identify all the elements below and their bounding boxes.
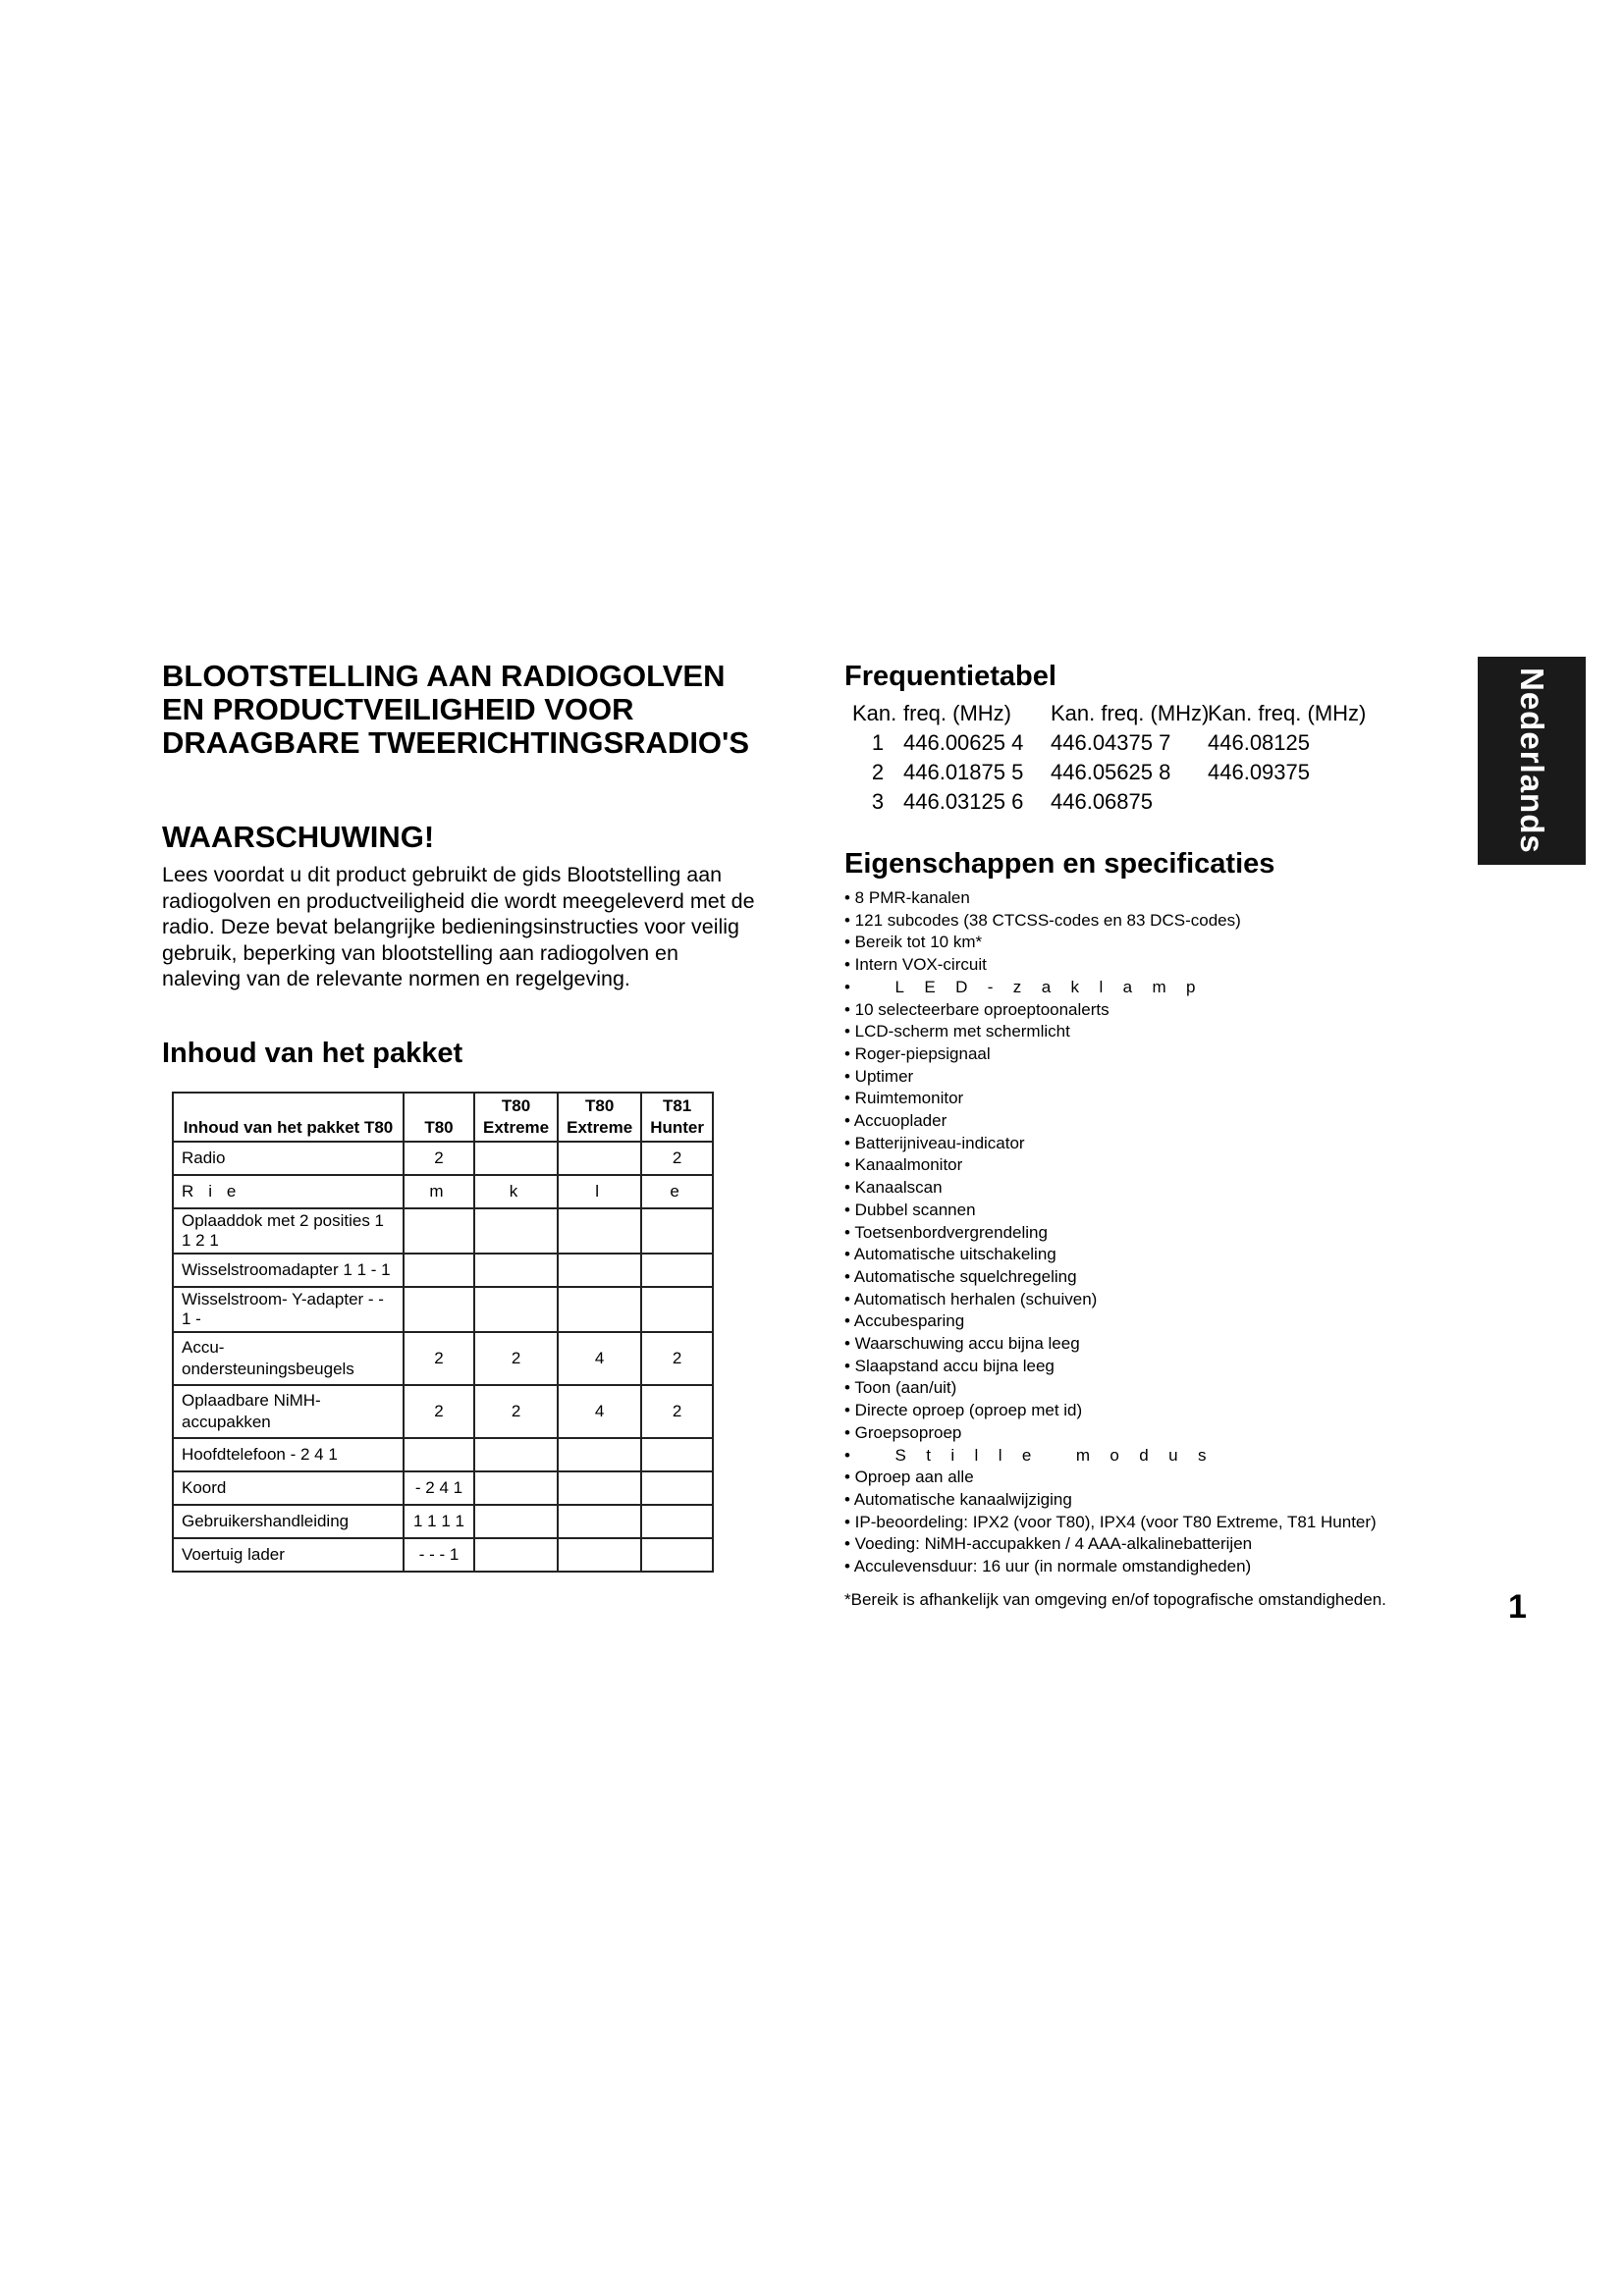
package-row-cell: m	[404, 1175, 474, 1208]
package-table	[172, 1092, 714, 1573]
package-row-cell	[404, 1438, 474, 1471]
frequency-header-row	[852, 699, 1367, 728]
package-row-cell	[474, 1438, 558, 1471]
frequency-cell: 446.09375	[1208, 760, 1310, 784]
package-row-cell	[558, 1208, 641, 1254]
frequency-cell	[1208, 787, 1355, 817]
frequency-table	[852, 699, 1367, 817]
main-heading-line: DRAAGBARE TWEERICHTINGSRADIO'S	[162, 725, 750, 760]
warning-title: WAARSCHUWING!	[162, 820, 435, 854]
spec-item: • Toetsenbordvergrendeling	[844, 1222, 1048, 1242]
package-header-cell: T80	[404, 1093, 474, 1142]
specs-footnote: *Bereik is afhankelijk van omgeving en/of topografische omstandigheden.	[844, 1590, 1386, 1609]
package-row-cell: 2	[474, 1332, 558, 1385]
language-tab	[1478, 657, 1586, 865]
frequency-cell: 2	[871, 760, 885, 784]
package-row-cell	[558, 1471, 641, 1505]
package-row-cell	[641, 1538, 713, 1572]
package-row	[173, 1385, 713, 1438]
package-row-cell: 2	[404, 1385, 474, 1438]
spec-item: • Voeding: NiMH-accupakken / 4 AAA-alkalinebatterijen	[844, 1534, 1253, 1554]
package-row-cell	[474, 1505, 558, 1538]
spec-item: • Bereik tot 10 km*	[844, 933, 983, 952]
spec-item: • Roger-piepsignaal	[844, 1043, 991, 1063]
package-row-cell: k	[474, 1175, 558, 1208]
package-row	[173, 1142, 713, 1175]
frequency-row	[852, 758, 1355, 787]
package-row	[173, 1208, 713, 1254]
spec-item: • Automatische squelchregeling	[844, 1266, 1077, 1286]
package-row-cell: - - - 1	[404, 1538, 474, 1572]
package-row-cell	[474, 1208, 558, 1254]
package-row	[173, 1438, 713, 1471]
spec-item: • 8 PMR-kanalen	[844, 888, 970, 907]
spec-item: • Accuoplader	[844, 1111, 947, 1131]
main-heading-line: BLOOTSTELLING AAN RADIOGOLVEN	[162, 659, 726, 693]
spec-item: • Dubbel scannen	[844, 1200, 976, 1219]
package-row	[173, 1505, 713, 1538]
package-row-cell	[474, 1538, 558, 1572]
package-row-cell: 4	[558, 1332, 641, 1385]
package-row-label: Gebruikershandleiding	[173, 1505, 404, 1538]
spec-item: • Ruimtemonitor	[844, 1089, 964, 1108]
warning-line: radio. Deze bevat belangrijke bedieningsinstructies voor veilig	[162, 915, 739, 938]
spec-item: • Batterijniveau-indicator	[844, 1133, 1025, 1152]
frequency-cell: 1	[871, 730, 885, 755]
package-row	[173, 1538, 713, 1572]
package-row-label: Wisselstroom- Y-adapter - - 1 -	[173, 1287, 404, 1332]
package-row-cell: 2	[404, 1142, 474, 1175]
package-row	[173, 1254, 713, 1287]
package-row-cell	[558, 1505, 641, 1538]
package-row-cell: 1 1 1 1	[404, 1505, 474, 1538]
package-row-cell	[474, 1142, 558, 1175]
frequency-cell: 446.04375 7	[1051, 730, 1171, 755]
frequency-cell: 446.03125 6	[903, 789, 1024, 814]
warning-line: naleving van de relevante normen en regelgeving.	[162, 967, 630, 990]
package-row-cell	[404, 1287, 474, 1332]
frequency-cell: 446.00625 4	[903, 730, 1024, 755]
package-row-cell	[641, 1208, 713, 1254]
frequency-row	[852, 787, 1355, 817]
warning-line: gebruik, beperking van blootstelling aan radiogolven en	[162, 940, 678, 965]
frequency-cell: 446.01875 5	[903, 760, 1024, 784]
frequency-header-cell: Kan. freq. (MHz)	[1208, 701, 1367, 725]
spec-item: • Accubesparing	[844, 1311, 965, 1331]
language-tab-label: Nederlands	[1514, 667, 1550, 854]
package-row-cell	[641, 1505, 713, 1538]
page-number: 1	[1508, 1588, 1527, 1626]
warning-line: Lees voordat u dit product gebruikt de gids Blootstelling aan	[162, 863, 723, 886]
package-row-cell	[558, 1438, 641, 1471]
spec-item: • Groepsoproep	[844, 1422, 962, 1442]
spec-item: • Automatische uitschakeling	[844, 1245, 1056, 1264]
frequency-header-cell: freq. (MHz)	[903, 701, 1011, 725]
frequency-header-cell: Kan. freq. (MHz)	[1051, 701, 1210, 725]
package-row-cell: l	[558, 1175, 641, 1208]
package-row-cell: 2	[474, 1385, 558, 1438]
frequency-title: Frequentietabel	[844, 661, 1056, 692]
spec-item: • 121 subcodes (38 CTCSS-codes en 83 DCS-codes)	[844, 910, 1241, 930]
package-row-label: Voertuig lader	[173, 1538, 404, 1572]
spec-item: • LCD-scherm met schermlicht	[844, 1022, 1070, 1041]
specs-title: Eigenschappen en specificaties	[844, 848, 1275, 880]
warning-line: radiogolven en productveiligheid die wordt meegeleverd met de	[162, 888, 755, 913]
package-row-label: Koord	[173, 1471, 404, 1505]
spec-item: • Acculevensduur: 16 uur (in normale omstandigheden)	[844, 1557, 1252, 1576]
spec-item: • IP-beoordeling: IPX2 (voor T80), IPX4 (voor T80 Extreme, T81 Hunter)	[844, 1512, 1377, 1531]
warning-text	[162, 862, 790, 992]
package-header-row	[173, 1093, 713, 1142]
package-row-cell	[474, 1471, 558, 1505]
package-row-cell: - 2 4 1	[404, 1471, 474, 1505]
spec-item: • Automatisch herhalen (schuiven)	[844, 1289, 1098, 1308]
package-row-cell: 4	[558, 1385, 641, 1438]
frequency-header-cell: Kan.	[852, 701, 897, 725]
package-header-cell: T80 Extreme	[474, 1093, 558, 1142]
package-row-cell	[641, 1438, 713, 1471]
package-row-cell	[558, 1254, 641, 1287]
spec-item: • Toon (aan/uit)	[844, 1378, 957, 1398]
spec-item: • Intern VOX-circuit	[844, 955, 987, 975]
main-heading	[162, 660, 810, 760]
spec-item: • Stille modus	[844, 1445, 1226, 1465]
package-header-cell: T81 Hunter	[641, 1093, 713, 1142]
package-row	[173, 1332, 713, 1385]
package-row-cell	[474, 1287, 558, 1332]
spec-item: • 10 selecteerbare oproeptoonalerts	[844, 999, 1110, 1019]
package-row-cell	[404, 1254, 474, 1287]
package-header-cell: T80 Extreme	[558, 1093, 641, 1142]
package-row-label: R i e	[173, 1175, 404, 1208]
package-row-label: Oplaadbare NiMH- accupakken	[173, 1385, 404, 1438]
package-row-cell	[558, 1142, 641, 1175]
spec-item: • LED-zaklamp	[844, 977, 1216, 996]
package-title: Inhoud van het pakket	[162, 1038, 463, 1069]
spec-item: • Uptimer	[844, 1066, 914, 1086]
package-row-cell	[641, 1471, 713, 1505]
package-row	[173, 1287, 713, 1332]
package-row-cell: e	[641, 1175, 713, 1208]
package-row-label: Radio	[173, 1142, 404, 1175]
package-row-label: Accu- ondersteuningsbeugels	[173, 1332, 404, 1385]
package-row	[173, 1175, 713, 1208]
spec-item: • Oproep aan alle	[844, 1468, 974, 1487]
frequency-cell: 446.05625 8	[1051, 760, 1171, 784]
spec-item: • Automatische kanaalwijziging	[844, 1489, 1072, 1509]
frequency-cell: 446.08125	[1208, 730, 1310, 755]
package-row-cell	[641, 1287, 713, 1332]
package-row-cell: 2	[641, 1142, 713, 1175]
package-row-cell	[404, 1208, 474, 1254]
package-row-cell: 2	[641, 1332, 713, 1385]
frequency-cell: 446.06875	[1051, 789, 1153, 814]
package-row-cell	[558, 1538, 641, 1572]
spec-item: • Kanaalscan	[844, 1178, 943, 1198]
spec-item: • Directe oproep (oproep met id)	[844, 1401, 1083, 1420]
package-row-cell: 2	[641, 1385, 713, 1438]
package-row-cell	[474, 1254, 558, 1287]
package-row-cell	[558, 1287, 641, 1332]
spec-item: • Slaapstand accu bijna leeg	[844, 1356, 1055, 1375]
package-row-label: Oplaaddok met 2 posities 1 1 2 1	[173, 1208, 404, 1254]
frequency-cell: 3	[871, 789, 885, 814]
spec-item: • Waarschuwing accu bijna leeg	[844, 1334, 1080, 1354]
package-header-cell: Inhoud van het pakket T80	[173, 1093, 404, 1142]
package-row	[173, 1471, 713, 1505]
main-heading-line: EN PRODUCTVEILIGHEID VOOR	[162, 692, 634, 726]
package-row-cell	[641, 1254, 713, 1287]
spec-item: • Kanaalmonitor	[844, 1155, 963, 1175]
specs-list	[844, 887, 1473, 1578]
frequency-row	[852, 728, 1355, 758]
package-row-label: Wisselstroomadapter 1 1 - 1	[173, 1254, 404, 1287]
package-row-label: Hoofdtelefoon - 2 4 1	[173, 1438, 404, 1471]
package-row-cell: 2	[404, 1332, 474, 1385]
